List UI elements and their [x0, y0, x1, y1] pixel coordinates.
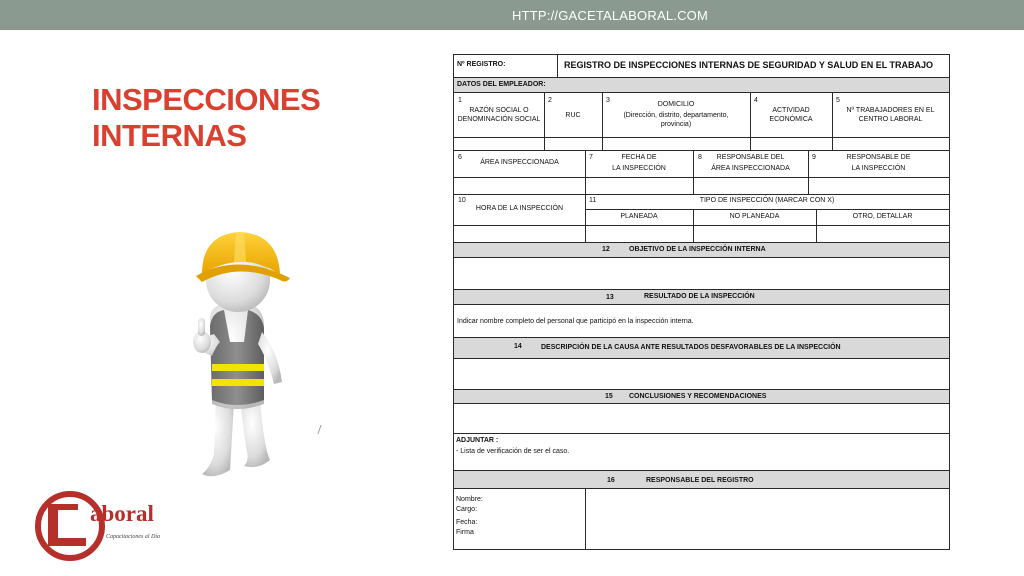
adjuntar-label: ADJUNTAR :	[456, 437, 499, 444]
slide-title-line-2: INTERNAS	[92, 118, 247, 153]
section-13-instructions: Indicar nombre completo del personal que participó en la inspección interna.	[457, 318, 694, 325]
field-8-label-b: ÁREA INSPECCIONADA	[711, 165, 790, 172]
adjuntar-item: - Lista de verificación de ser el caso.	[456, 448, 570, 455]
field-9-label-b: LA INSPECCIÓN	[851, 165, 906, 172]
field-6-number: 6	[458, 154, 462, 161]
field-7-label-b: LA INSPECCIÓN	[612, 165, 666, 172]
field-5-label-b: CENTRO LABORAL	[858, 116, 923, 123]
field-3-label-a: DOMICILIO	[657, 101, 695, 108]
section-12-number: 12	[602, 246, 610, 253]
worker-thumbs-up-illustration	[186, 222, 306, 484]
field-9-label-a: RESPONSABLE DE	[846, 154, 911, 161]
fecha-label: Fecha:	[456, 519, 478, 526]
field-8-number: 8	[698, 154, 702, 161]
decorative-mark	[317, 425, 323, 434]
nro-registro-label: Nº REGISTRO:	[457, 61, 506, 68]
site-url[interactable]: HTTP://GACETALABORAL.COM	[512, 8, 708, 23]
field-4-label-a: ACTIVIDAD	[772, 107, 810, 114]
field-6-label: ÁREA INSPECCIONADA	[480, 159, 559, 166]
firma-label: Firma	[456, 529, 474, 536]
field-3-label-b: (Dirección, distrito, departamento,	[623, 112, 729, 119]
section-14-number: 14	[514, 343, 522, 350]
field-2-label: RUC	[565, 112, 581, 119]
field-3-label-c: provincia)	[660, 121, 692, 128]
laboral-logo-mark	[34, 486, 174, 564]
section-13-number: 13	[606, 294, 614, 301]
field-11-label: TIPO DE INSPECCIÓN (MARCAR CON X)	[699, 197, 835, 204]
option-no-planeada: NO PLANEADA	[729, 213, 780, 220]
slide-title	[92, 82, 320, 154]
section-12-label: OBJETIVO DE LA INSPECCIÓN INTERNA	[629, 246, 766, 253]
field-7-label-a: FECHA DE	[621, 154, 657, 161]
field-10-number: 10	[458, 197, 466, 204]
section-15-label: CONCLUSIONES Y RECOMENDACIONES	[629, 393, 767, 400]
field-4-number: 4	[754, 97, 758, 104]
section-13-label: RESULTADO DE LA INSPECCIÓN	[644, 293, 755, 300]
field-11-number: 11	[589, 197, 597, 204]
field-1-label-a: RAZÓN SOCIAL O	[469, 107, 529, 114]
option-planeada: PLANEADA	[620, 213, 658, 220]
svg-text:aboral: aboral	[90, 501, 154, 526]
laboral-logo	[34, 486, 174, 564]
section-15-number: 15	[605, 393, 613, 400]
section-16-number: 16	[607, 477, 615, 484]
field-10-label: HORA DE LA INSPECCIÓN	[475, 205, 564, 212]
top-bar	[0, 0, 1024, 30]
field-5-label-a: Nº TRABAJADORES EN EL	[846, 107, 935, 114]
field-2-number: 2	[548, 97, 552, 104]
section-14-label: DESCRIPCIÓN DE LA CAUSA ANTE RESULTADOS DESFAVORABLES DE LA INSPECCIÓN	[541, 344, 841, 351]
field-5-number: 5	[836, 97, 840, 104]
datos-empleador-label: DATOS DEL EMPLEADOR:	[457, 81, 546, 88]
field-1-label-b: DENOMINACIÓN SOCIAL	[457, 116, 541, 123]
field-8-label-a: RESPONSABLE DEL	[716, 154, 785, 161]
slide-title-line-1: INSPECCIONES	[92, 82, 321, 117]
nombre-label: Nombre:	[456, 496, 483, 503]
section-16-label: RESPONSABLE DEL REGISTRO	[646, 477, 754, 484]
option-otro: OTRO, DETALLAR	[852, 213, 913, 220]
svg-text:Capacitaciones al Día: Capacitaciones al Día	[106, 534, 160, 540]
field-4-label-b: ECONÓMICA	[769, 116, 813, 123]
field-7-number: 7	[589, 154, 593, 161]
field-1-number: 1	[458, 97, 462, 104]
cargo-label: Cargo:	[456, 506, 478, 513]
form-main-title: REGISTRO DE INSPECCIONES INTERNAS DE SEGURIDAD Y SALUD EN EL TRABAJO	[564, 60, 934, 70]
field-9-number: 9	[812, 154, 816, 161]
field-3-number: 3	[606, 97, 610, 104]
inspection-registry-form	[453, 54, 950, 550]
